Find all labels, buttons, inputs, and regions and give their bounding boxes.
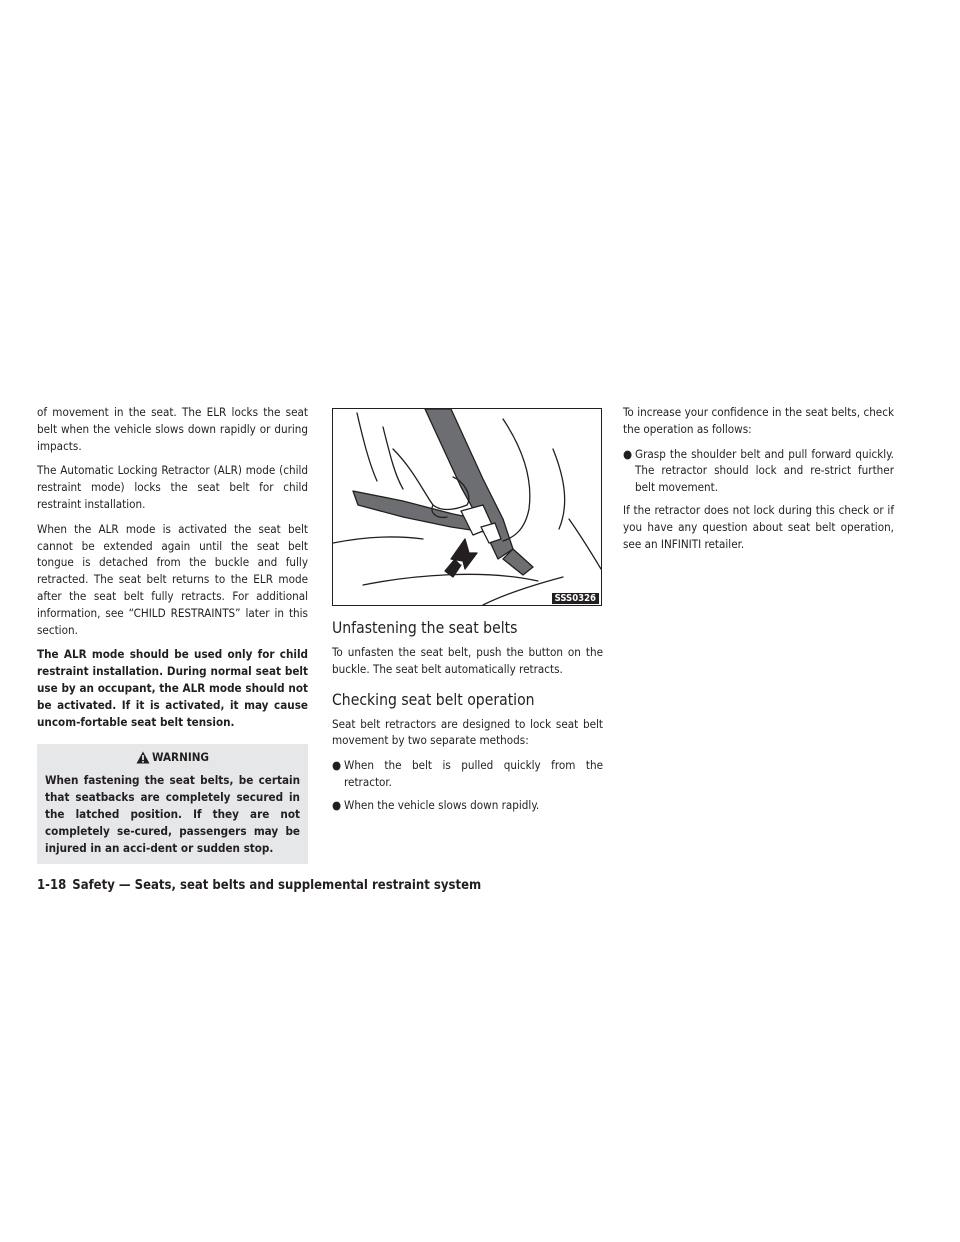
warning-title: WARNING	[152, 750, 209, 765]
paragraph-increase-confidence: To increase your confidence in the seat belts, check the operation as follows:	[623, 405, 894, 436]
column-middle	[332, 408, 603, 820]
section-title: Safety — Seats, seat belts and supplemental restraint system	[72, 878, 482, 893]
seat-belt-illustration	[332, 408, 602, 606]
paragraph-elr-locks: of movement in the seat. The ELR locks the seat belt when the vehicle slows down rapidly or during impacts.	[37, 405, 308, 453]
paragraph-alr-caution: The ALR mode should be used only for child restraint installation. During normal seat belt use by an occupant, the ALR mode should not be activated. If it is activated, it may cause uncom-fortable seat belt tension.	[37, 647, 308, 729]
heading-unfastening: Unfastening the seat belts	[332, 619, 518, 637]
figure-code: SSS0326	[552, 593, 599, 604]
warning-triangle-icon	[136, 751, 150, 764]
paragraph-alr-activated: When the ALR mode is activated the seat belt cannot be extended again until the seat belt tongue is detached from the buckle and fully retracted. The seat belt returns to the ELR mode after the seat belt fully retracts. For additional information, see “CHILD RESTRAINTS” later in this section.	[37, 521, 308, 637]
page-number: 1-18	[37, 878, 67, 893]
warning-text: When fastening the seat belts, be certain that seatbacks are completely secured in the latched position. If they are not completely se-cured, passengers may be injured in an acci-dent or sudden stop.	[45, 773, 300, 855]
column-right	[623, 404, 894, 560]
paragraph-checking: Seat belt retractors are designed to lock seat belt movement by two separate methods:	[332, 716, 603, 748]
heading-checking-operation: Checking seat belt operation	[332, 690, 535, 709]
column-left	[37, 404, 308, 864]
page-footer	[37, 878, 481, 894]
list-item: ● When the vehicle slows down rapidly.	[332, 797, 540, 812]
paragraph-retractor-check: If the retractor does not lock during this check or if you have any question about seat belt operation, see an INFINITI retailer.	[623, 502, 894, 551]
paragraph-unfastening: To unfasten the seat belt, push the button on the buckle. The seat belt automatically retracts.	[332, 645, 603, 676]
list-item: ● When the belt is pulled quickly from the retractor.	[332, 758, 603, 789]
hand-pressing-buckle-drawing	[333, 409, 602, 606]
paragraph-alr-mode: The Automatic Locking Retractor (ALR) mode (child restraint mode) locks the seat belt for child restraint installation.	[37, 463, 308, 511]
warning-box	[37, 744, 308, 864]
warning-heading	[45, 748, 300, 766]
list-item: ● Grasp the shoulder belt and pull forward quickly. The retractor should lock and re-strict further belt movement.	[623, 446, 894, 495]
